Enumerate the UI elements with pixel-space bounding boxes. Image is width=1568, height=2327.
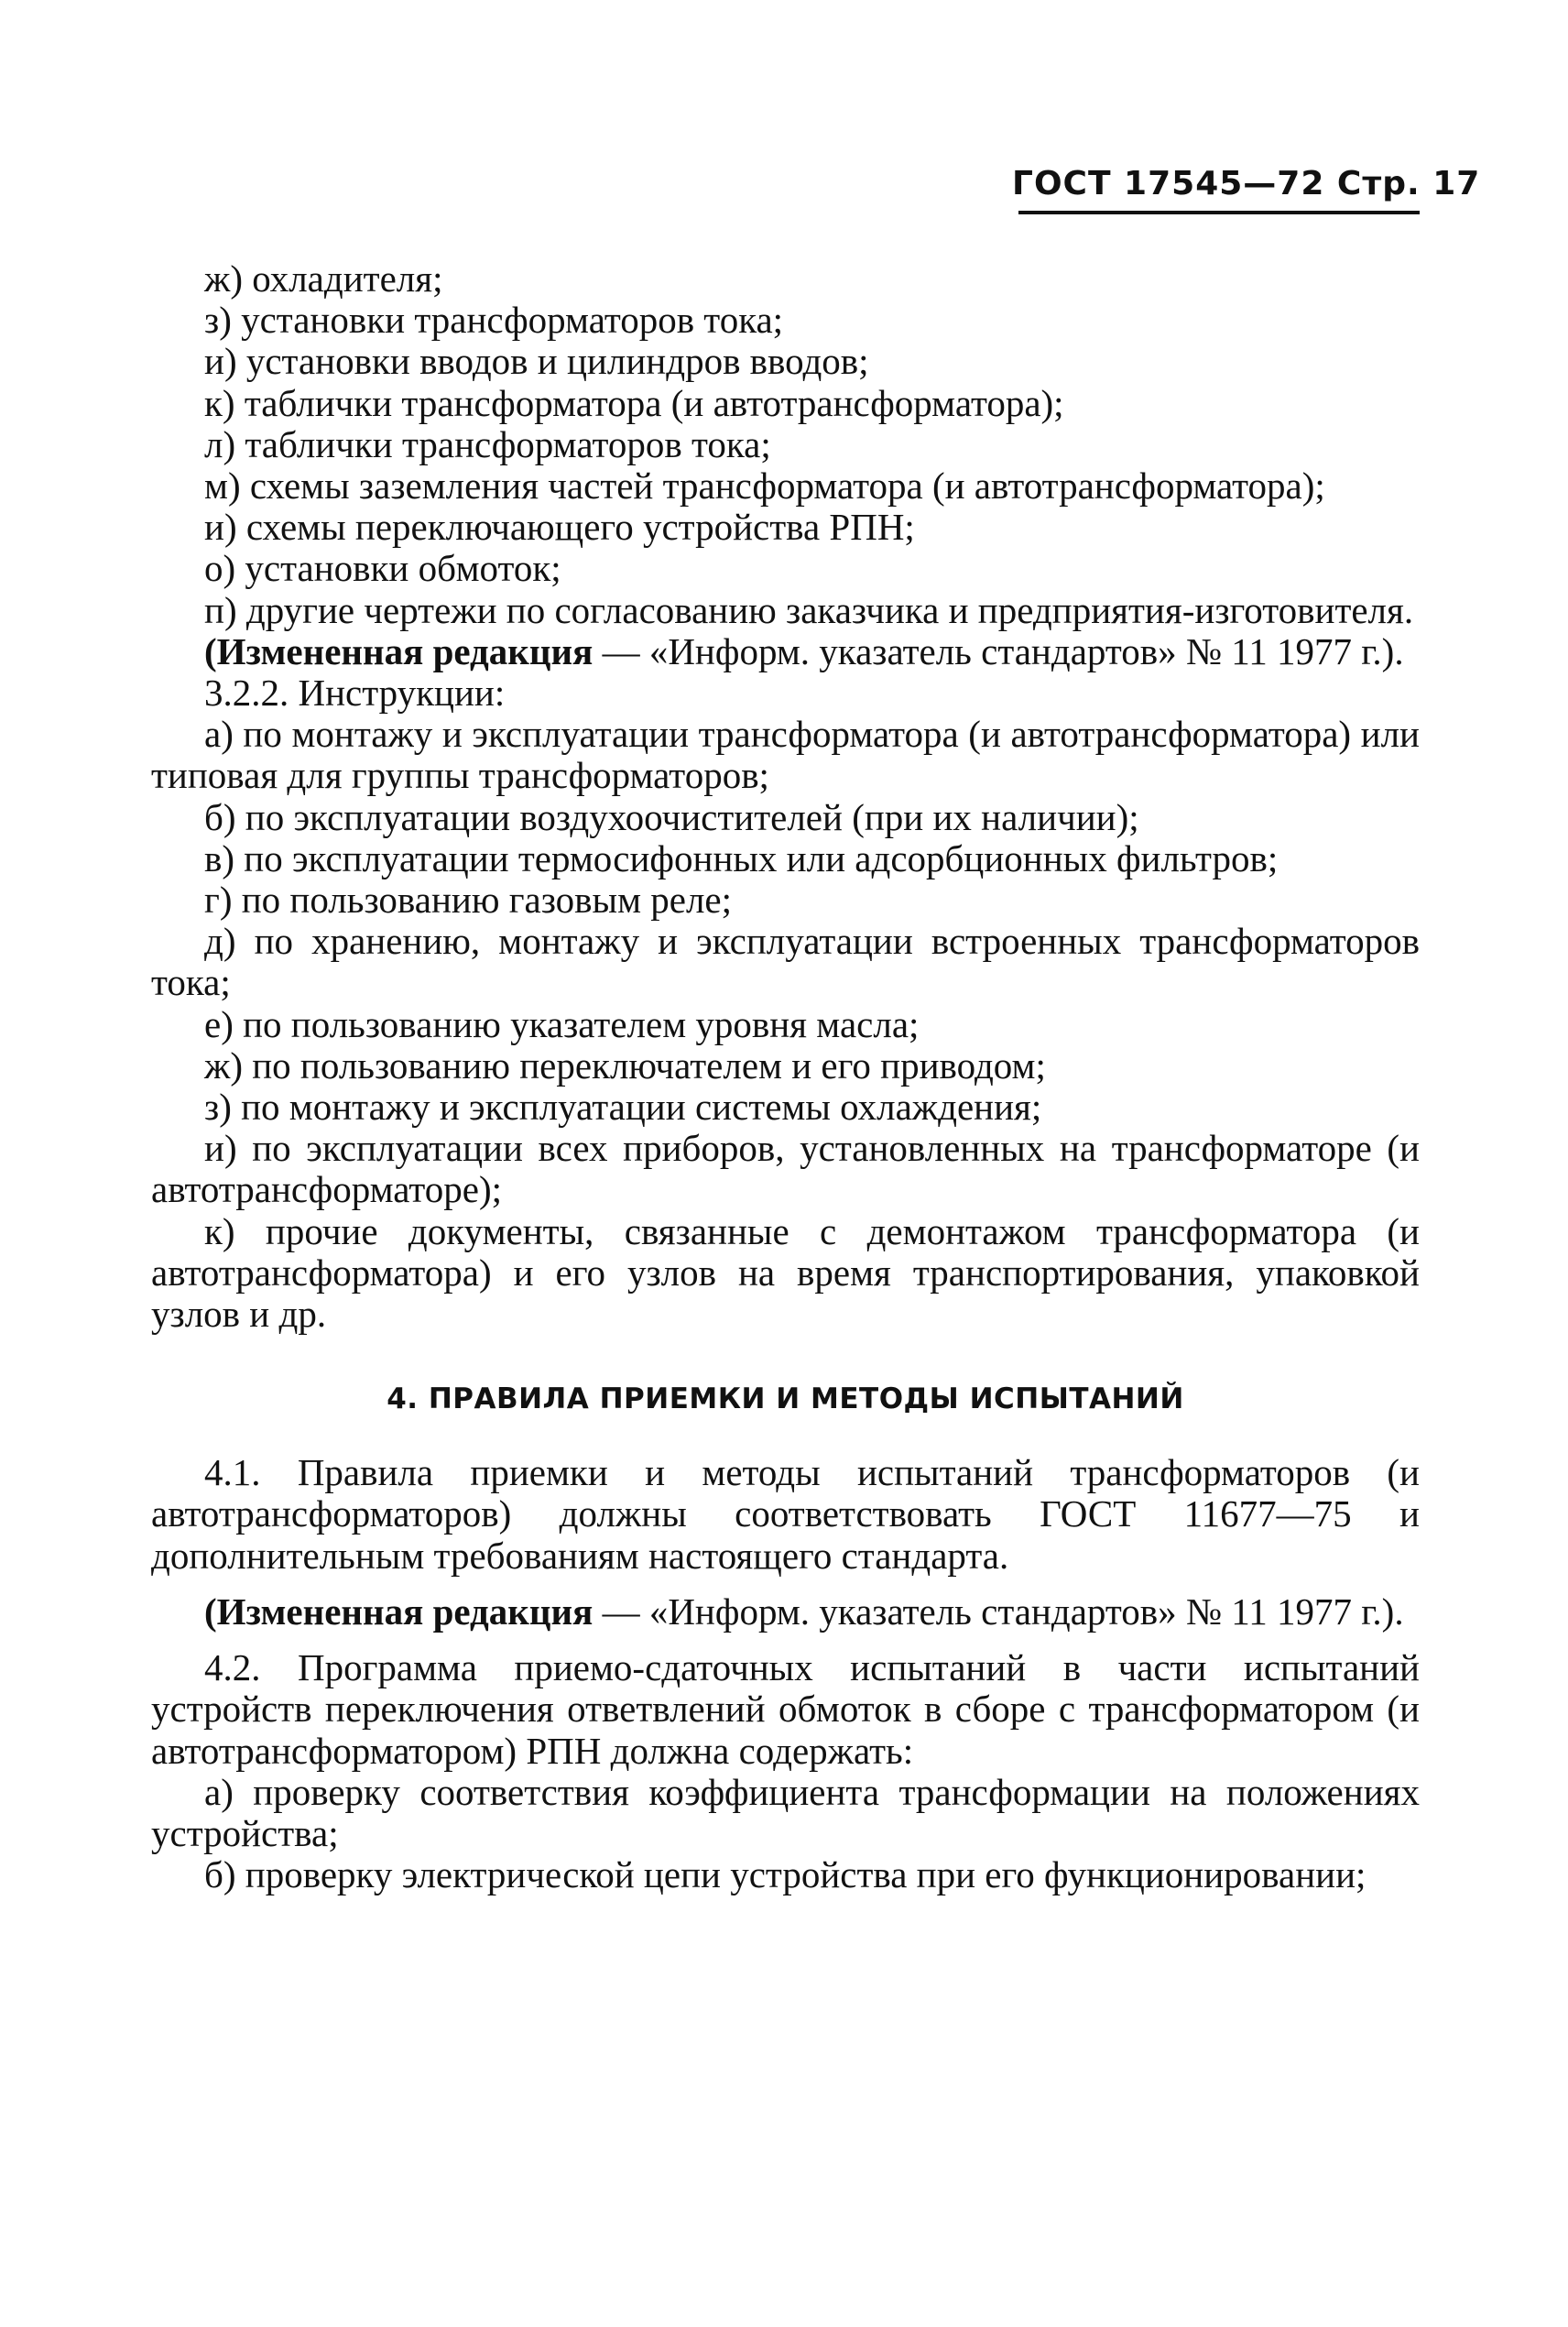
spacer xyxy=(151,1633,1420,1647)
list-item-p: п) другие чертежи по согласованию заказчика и предприятия-изготовителя. xyxy=(204,588,1414,631)
header-rule xyxy=(1018,211,1420,214)
instruction-i: и) по эксплуатации всех приборов, установленных на трансформаторе (и автотрансформаторе); xyxy=(151,1127,1420,1211)
amendment-note-1-rest: — «Информ. указатель стандартов» № 11 1977 г.). xyxy=(593,629,1404,672)
list-item-n: и) схемы переключающего устройства РПН; xyxy=(204,506,915,549)
list-item-i: и) установки вводов и цилиндров вводов; xyxy=(204,340,869,383)
amendment-note-1-bold: (Измененная редакция xyxy=(204,629,593,672)
amendment-note-2 xyxy=(151,1591,1420,1633)
instruction-z: з) по монтажу и эксплуатации системы охлаждения; xyxy=(204,1086,1042,1129)
instruction-g: г) по пользованию газовым реле; xyxy=(204,879,733,922)
instruction-b: б) по эксплуатации воздухоочистителей (при их наличии); xyxy=(204,795,1139,838)
clause-4-2-a: а) проверку соответствия коэффициента трансформации на положениях устройства; xyxy=(151,1770,1420,1854)
amendment-note-2-rest: — «Информ. указатель стандартов» № 11 1977 г.). xyxy=(593,1590,1404,1633)
document-body xyxy=(151,258,1420,1895)
page-header: ГОСТ 17545—72 Стр. 17 xyxy=(1012,165,1481,202)
clause-4-1: 4.1. Правила приемки и методы испытаний трансформаторов (и автотрансформаторов) должны соответствовать ГОСТ 11677—75 и дополнительным требованиям настоящего стандарта. xyxy=(151,1451,1420,1577)
instruction-k: к) прочие документы, связанные с демонтажом трансформатора (и автотрансформатора) и его узлов на время транспортирования, упаковкой узлов и др. xyxy=(151,1209,1420,1336)
instruction-a: а) по монтажу и эксплуатации трансформатора (и автотрансформатора) или типовая для группы трансформаторов; xyxy=(151,713,1420,797)
amendment-note-1 xyxy=(151,631,1420,672)
list-item-l: л) таблички трансформаторов тока; xyxy=(204,422,771,465)
list-item-zh: ж) охладителя; xyxy=(204,257,443,300)
instruction-zh: ж) по пользованию переключателем и его приводом; xyxy=(204,1043,1046,1087)
list-item-z: з) установки трансформаторов тока; xyxy=(204,299,784,342)
spacer xyxy=(151,1577,1420,1591)
list-item-m: м) схемы заземления частей трансформатора (и автотрансформатора); xyxy=(204,464,1325,508)
section-4-heading: 4. ПРАВИЛА ПРИЕМКИ И МЕТОДЫ ИСПЫТАНИЙ xyxy=(387,1382,1184,1416)
list-item-k: к) таблички трансформатора (и автотрансформатора); xyxy=(204,381,1064,424)
clause-4-2-b: б) проверку электрической цепи устройства при его функционировании; xyxy=(204,1853,1367,1896)
list-item-o: о) установки обмоток; xyxy=(204,547,561,590)
clause-4-2: 4.2. Программа приемо-сдаточных испытаний в части испытаний устройств переключения ответвлений обмоток в сборе с трансформатором (и автотрансформатором) РПН должна содержать: xyxy=(151,1646,1420,1772)
amendment-note-2-bold: (Измененная редакция xyxy=(204,1590,593,1633)
instruction-e: е) по пользованию указателем уровня масла; xyxy=(204,1002,920,1045)
instruction-d: д) по хранению, монтажу и эксплуатации встроенных трансформаторов тока; xyxy=(151,920,1420,1004)
clause-3-2-2: 3.2.2. Инструкции: xyxy=(204,672,506,715)
instruction-v: в) по эксплуатации термосифонных или адсорбционных фильтров; xyxy=(204,836,1279,879)
